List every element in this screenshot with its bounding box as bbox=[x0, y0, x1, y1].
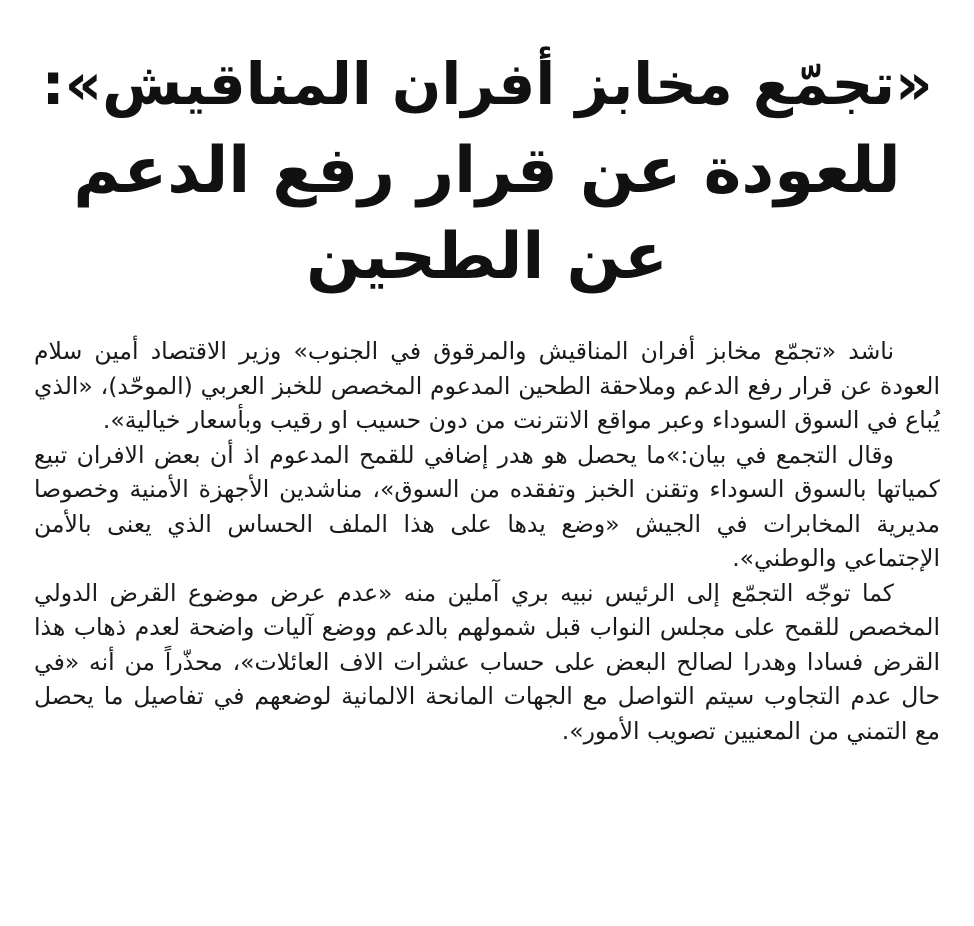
article-body bbox=[34, 334, 940, 748]
headline-line-2: للعودة عن قرار رفع الدعم عن الطحين bbox=[73, 134, 901, 294]
article-headline bbox=[34, 44, 940, 300]
headline-line-1: «تجمّع مخابز أفران المناقيش»: bbox=[41, 50, 933, 118]
article-paragraph-1: ناشد «تجمّع مخابز أفران المناقيش والمرقوق في الجنوب» وزير الاقتصاد أمين سلام العودة عن قرار رفع الدعم وملاحقة الطحين المدعوم المخصص للخبز العربي (الموحّد)، «الذي يُباع في السوق السوداء وعبر مواقع الانترنت من دون حسيب او رقيب وبأسعار خيالية». bbox=[34, 337, 940, 434]
article-paragraph-3: كما توجّه التجمّع إلى الرئيس نبيه بري آملين منه «عدم عرض موضوع القرض الدولي المخصص للقمح على مجلس النواب قبل شمولهم بالدعم ووضع آليات واضحة لعدم ذهاب هذا القرض فسادا وهدرا لصالح البعض على حساب عشرات الاف العائلات»، محذّراً من أنه «في حال عدم التجاوب سيتم التواصل مع الجهات المانحة الالمانية لوضعهم في تفاصيل ما يحصل مع التمني من المعنيين تصويب الأمور». bbox=[34, 578, 940, 745]
article-paragraph-2: وقال التجمع في بيان:»ما يحصل هو هدر إضافي للقمح المدعوم اذ أن بعض الافران تبيع كمياتها بالسوق السوداء وتقنن الخبز وتفقده من السوق»، مناشدين الأجهزة الأمنية وخصوصا مديرية المخابرات في الجيش «وضع يدها على هذا الملف الحساس الذي يعنى بالأمن الإجتماعي والوطني». bbox=[34, 440, 940, 572]
